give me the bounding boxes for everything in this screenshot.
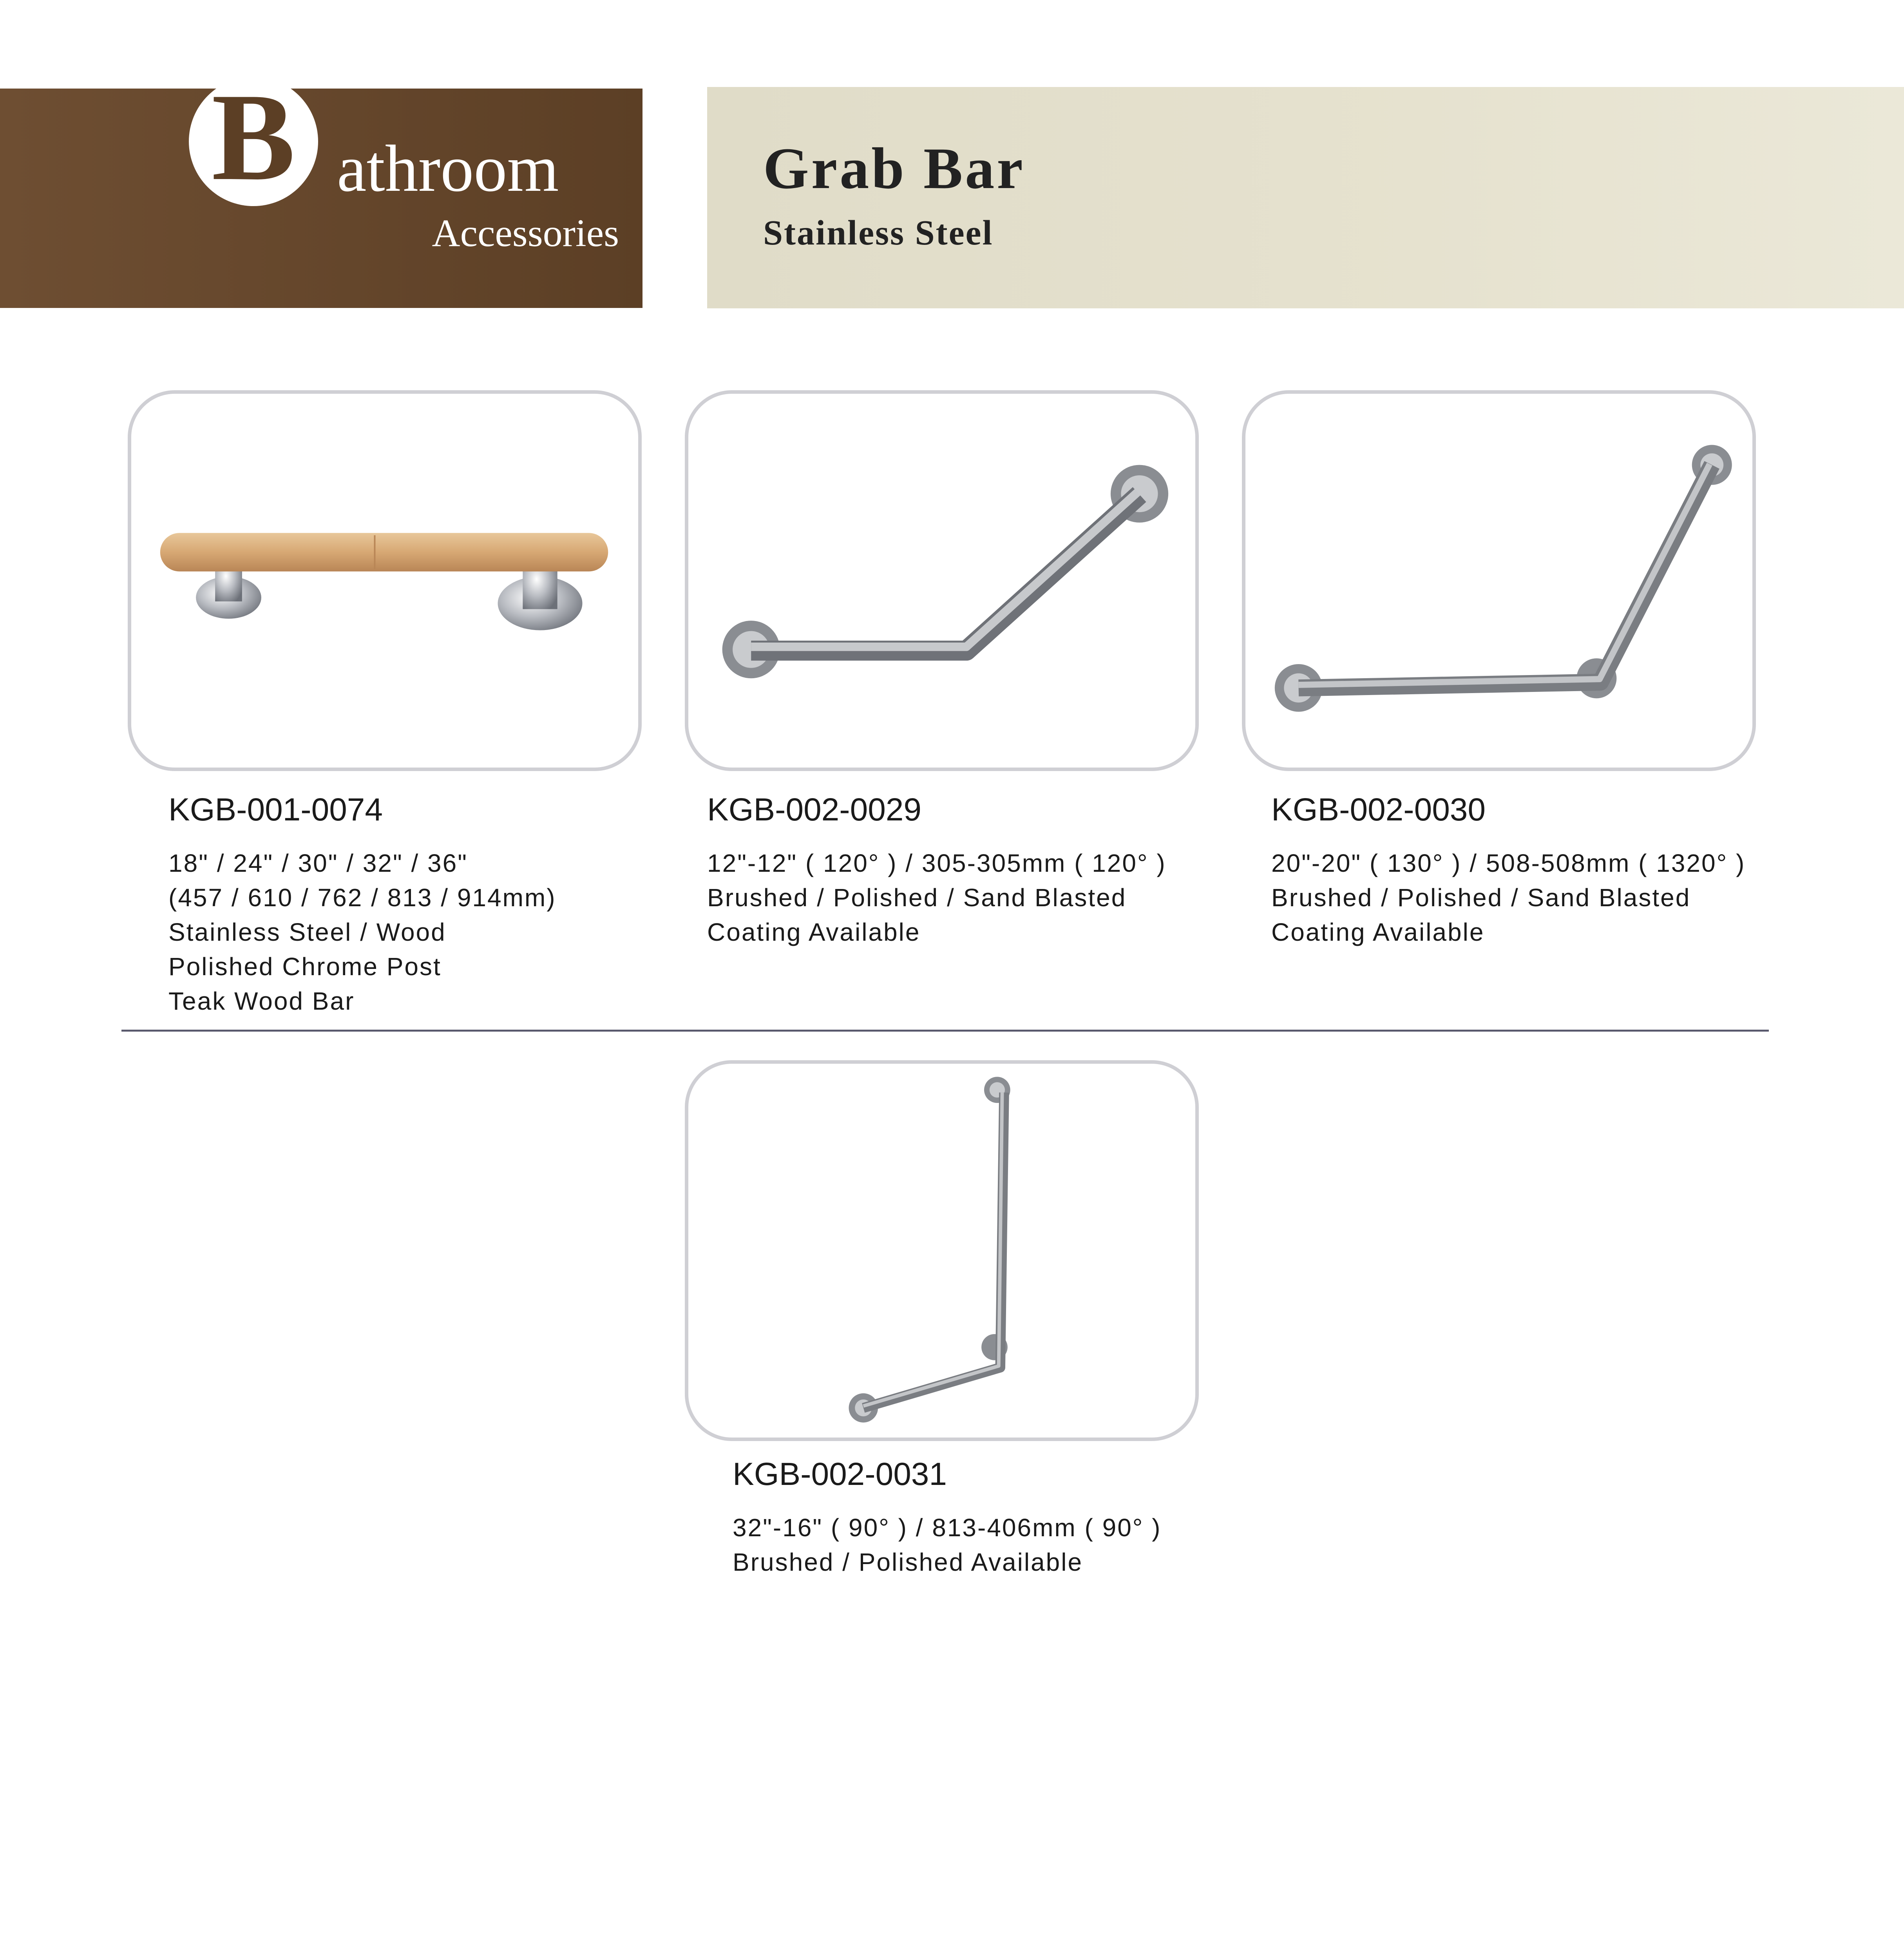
product-image-frame <box>128 390 642 771</box>
page-subtitle: Stainless Steel <box>763 214 994 252</box>
angled-grab-bar-image <box>1245 394 1752 768</box>
brand-subtitle: Accessories <box>432 211 619 255</box>
page-title: Grab Bar <box>763 136 1025 201</box>
product-spec: Brushed / Polished / Sand Blasted <box>1271 884 1691 912</box>
angled-grab-bar-image <box>688 394 1195 768</box>
product-spec: Coating Available <box>707 918 921 946</box>
section-divider <box>121 1030 1769 1032</box>
product-image-frame <box>685 1060 1199 1441</box>
product-spec: Brushed / Polished / Sand Blasted <box>707 884 1127 912</box>
product-image-frame <box>1242 390 1756 771</box>
product-spec: 18" / 24" / 30" / 32" / 36" <box>168 849 468 877</box>
product-code: KGB-001-0074 <box>168 792 383 827</box>
brand-word: athroom <box>337 132 559 205</box>
product-code: KGB-002-0030 <box>1271 792 1486 827</box>
product-spec: Polished Chrome Post <box>168 952 442 981</box>
product-spec: 12"-12" ( 120° ) / 305-305mm ( 120° ) <box>707 849 1166 877</box>
brand-initial: B <box>212 68 295 206</box>
product-spec: Stainless Steel / Wood <box>168 918 446 946</box>
product-spec: Coating Available <box>1271 918 1485 946</box>
product-image-frame <box>685 390 1199 771</box>
product-spec: 32"-16" ( 90° ) / 813-406mm ( 90° ) <box>733 1514 1162 1542</box>
wood-grab-bar-image <box>131 394 638 768</box>
product-spec: (457 / 610 / 762 / 813 / 914mm) <box>168 884 556 912</box>
l-shaped-grab-bar-image <box>688 1064 1195 1438</box>
product-code: KGB-002-0031 <box>733 1456 947 1492</box>
product-code: KGB-002-0029 <box>707 792 922 827</box>
product-spec: Brushed / Polished Available <box>733 1548 1083 1576</box>
product-spec: Teak Wood Bar <box>168 987 355 1015</box>
product-spec: 20"-20" ( 130° ) / 508-508mm ( 1320° ) <box>1271 849 1746 877</box>
